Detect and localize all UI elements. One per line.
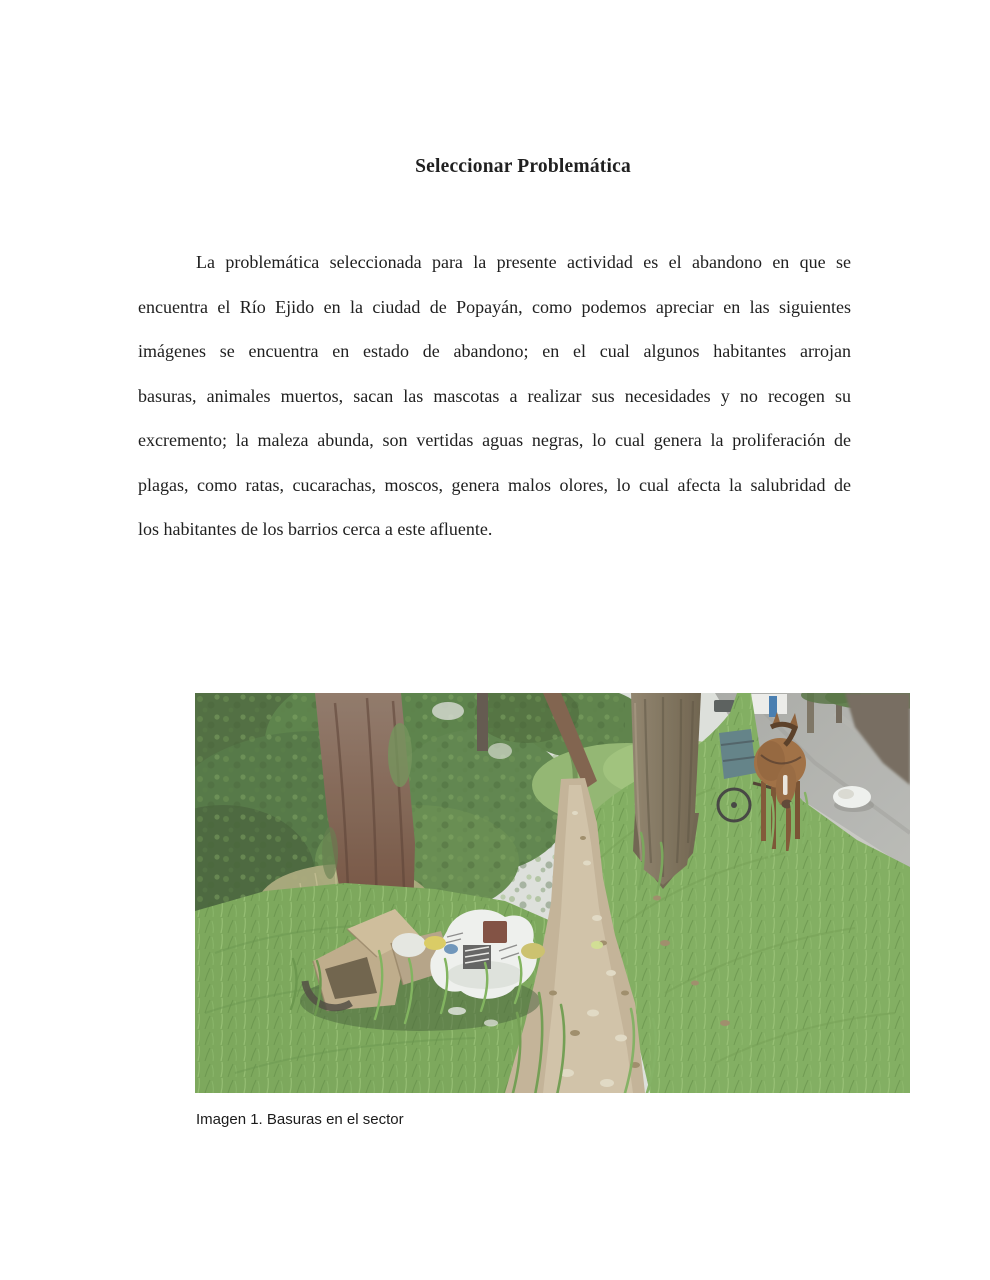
figure-1 (195, 693, 910, 1128)
paragraph-line: los habitantes de los barrios cerca a este afluente. (138, 519, 493, 539)
body-paragraph (138, 240, 851, 552)
figure-photo (195, 693, 910, 1093)
paragraph-line: imágenes se encuentra en estado de abandono; en el cual algunos habitantes arrojan (138, 341, 851, 361)
figure-caption: Imagen 1. Basuras en el sector (196, 1111, 404, 1128)
paragraph-line: excremento; la maleza abunda, son vertidas aguas negras, lo cual genera la proliferación de (138, 430, 851, 450)
paragraph-line: La problemática seleccionada para la presente actividad es el abandono en que se (196, 252, 851, 272)
page-title: Seleccionar Problemática (415, 156, 631, 177)
paragraph-line: encuentra el Río Ejido en la ciudad de Popayán, como podemos apreciar en las siguientes (138, 296, 851, 317)
paragraph-line: basuras, animales muertos, sacan las mascotas a realizar sus necesidades y no recogen su (138, 385, 851, 406)
photo-haze (195, 693, 910, 1093)
paragraph-line: plagas, como ratas, cucarachas, moscos, genera malos olores, lo cual afecta la salubridad de (138, 474, 851, 495)
